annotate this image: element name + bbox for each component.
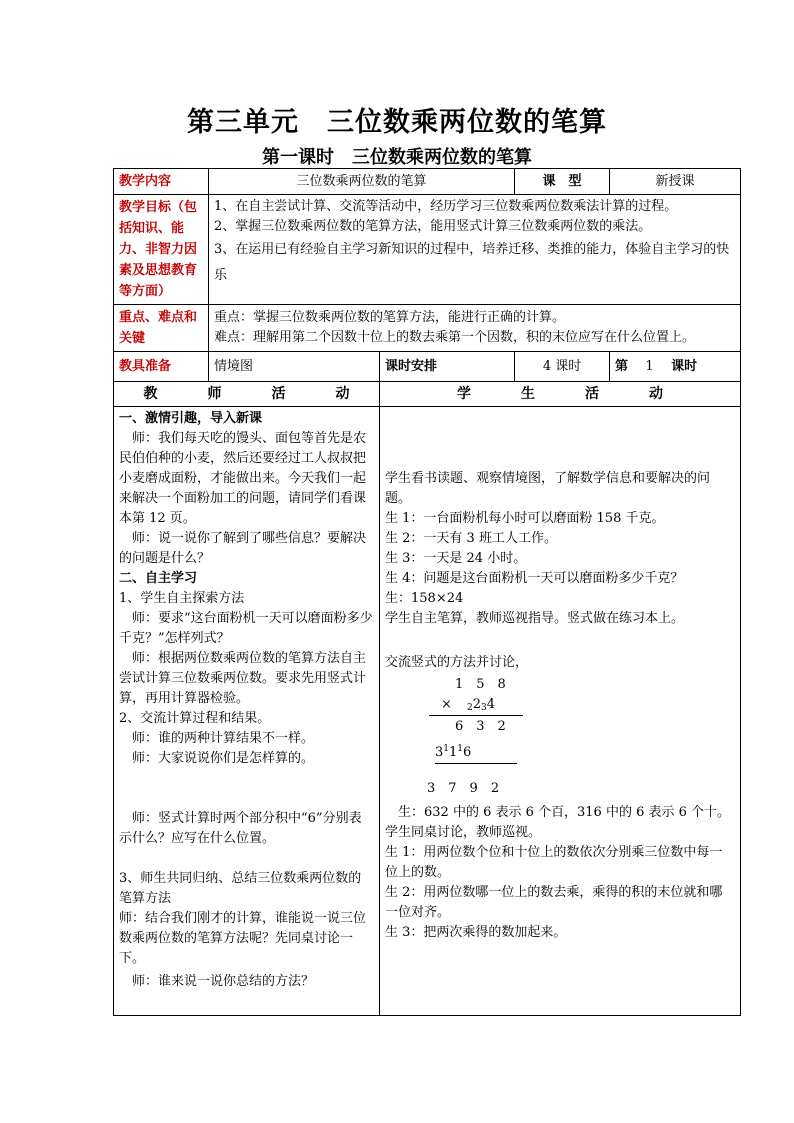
focus-label: 重点、难点和关键 (114, 305, 209, 352)
teacher-line: 师：谁来说一说你总结的方法？ (119, 974, 315, 989)
teacher-line: 3、师生共同归纳、总结三位数乘两位数的笔算方法 (119, 871, 362, 906)
key-point: 重点：掌握三位数乘两位数的笔算方法，能进行正确的计算。 (214, 310, 566, 325)
student-line: 生 3：一天是 24 小时。 (385, 551, 527, 566)
spacer (385, 409, 735, 469)
difficulty-point: 难点：理解用第二个因数十位上的数去乘第一个因数，积的末位应写在什么位置上。 (214, 330, 696, 345)
teacher-line: 师：竖式计算时两个部分积中“6”分别表示什么？应写在什么位置。 (119, 811, 362, 846)
student-line: 生：158×24 (385, 591, 464, 606)
section-heading: 一、激情引趣，导入新课 (119, 411, 263, 426)
calc-multiplicand: 1 5 8 (455, 677, 506, 692)
student-line: 学生同桌讨论，教师巡视。 (385, 825, 542, 840)
digit: 4 (486, 697, 496, 712)
teacher-line: 师：我们每天吃的馒头、面包等首先是农民伯伯种的小麦，然后还要经过工人叔叔把小麦磨成面粉，才能做出来。今天我们一起来解决一个面粉加工的问题，请同学们看课本第 12 页。 (119, 431, 367, 526)
carry: 3 (481, 703, 487, 713)
content-value: 三位数乘两位数的笔算 (209, 169, 515, 195)
type-value: 新授课 (610, 169, 741, 195)
teacher-line: 师：大家说说你们是怎样算的。 (119, 751, 315, 766)
student-line: 生 2：用两位数哪一位上的数去乘，乘得的积的末位就和哪一位对齐。 (385, 885, 723, 920)
teacher-line: 师：要求“这台面粉机一天可以磨面粉多少千克？”怎样列式？ (119, 611, 373, 646)
digit: 3 (435, 745, 444, 760)
calc-result: 3 7 9 2 (427, 781, 500, 796)
teacher-line: 师：根据两位数乘两位数的笔算方法自主尝试计算三位数乘两位数。要求先用竖式计算，再用计算器检验。 (119, 651, 367, 706)
teacher-line: 1、学生自主探索方法 (119, 591, 245, 606)
type-label: 课 型 (515, 169, 610, 195)
teacher-line: 师：结合我们刚才的计算，谁能说一说三位数乘两位数的笔算方法呢？先同桌讨论一下。 (119, 911, 367, 966)
digit: 1 (449, 745, 458, 760)
content-label: 教学内容 (114, 169, 209, 195)
goal-item: 2、掌握三位数乘两位数的笔算方法，能用竖式计算三位数乘两位数的乘法。 (214, 219, 652, 234)
teacher-line: 2、交流计算过程和结果。 (119, 711, 271, 726)
lesson-suffix: 课时 (671, 358, 698, 374)
student-line: 交流竖式的方法并讨论， (385, 655, 529, 670)
goal-item: 1、在自主尝试计算、交流等活动中，经历学习三位数乘两位数乘法计算的过程。 (214, 199, 678, 214)
lesson-plan-table (113, 168, 741, 1016)
calc-partial-2 (435, 739, 471, 763)
student-line: 生 1：用两位数个位和十位上的数依次分别乘三位数中每一位上的数。 (385, 845, 723, 880)
student-line: 生 1：一台面粉机每小时可以磨面粉 158 千克。 (385, 511, 665, 526)
teacher-line: 师：说一说你了解到了哪些信息？要解决的问题是什么？ (119, 531, 367, 566)
goals-content (209, 195, 741, 305)
focus-content (209, 305, 741, 352)
digit: 2 (472, 697, 482, 712)
digit: 6 (463, 745, 472, 760)
student-header: 学 生 活 动 (380, 382, 741, 407)
calc-rule (429, 715, 523, 716)
section-heading: 二、自主学习 (119, 571, 198, 586)
spacer (385, 629, 735, 653)
spacer (119, 769, 374, 809)
lesson-subtitle: 第一课时 三位数乘两位数的笔算 (262, 147, 532, 168)
tools-label: 教具准备 (114, 352, 209, 382)
student-line: 学生自主笔算，教师巡视指导。竖式做在练习本上。 (385, 611, 685, 626)
calc-rule (435, 763, 517, 764)
carry: 2 (467, 703, 473, 713)
goal-item: 3、在运用已有经验自主学习新知识的过程中，培养迁移、类推的能力，体验自主学习的快乐 (214, 242, 730, 283)
vertical-calculation (385, 673, 735, 803)
lesson-number (610, 352, 741, 382)
tools-value: 情境图 (209, 352, 380, 382)
page-title: 第三单元 三位数乘两位数的笔算 (187, 107, 607, 138)
carry: 1 (457, 744, 464, 754)
schedule-value: 4 课时 (515, 352, 610, 382)
student-activities (380, 407, 741, 1016)
student-line: 生 2：一天有 3 班工人工作。 (385, 531, 557, 546)
teacher-activities (114, 407, 380, 1016)
student-line: 学生看书读题、观察情境图，了解数学信息和要解决的问题。 (385, 471, 711, 506)
student-line: 生 4：问题是这台面粉机一天可以磨面粉多少千克？ (385, 571, 684, 586)
goals-label: 教学目标（包括知识、能力、非智力因素及思想教育等方面） (114, 195, 209, 305)
schedule-label: 课时安排 (380, 352, 515, 382)
lesson-prefix: 第 (615, 358, 629, 374)
teacher-header: 教 师 活 动 (114, 382, 380, 407)
lesson-no: 1 (645, 358, 654, 374)
spacer (119, 849, 374, 869)
student-line: 生 3：把两次乘得的数加起来。 (385, 925, 567, 940)
student-line: 生：632 中的 6 表示 6 个百，316 中的 6 表示 6 个十。 (385, 805, 731, 820)
carry: 1 (443, 744, 450, 754)
calc-times: × (441, 697, 452, 712)
teacher-line: 师：谁的两种计算结果不一样。 (119, 731, 315, 746)
calc-partial-1: 6 3 2 (455, 719, 506, 734)
